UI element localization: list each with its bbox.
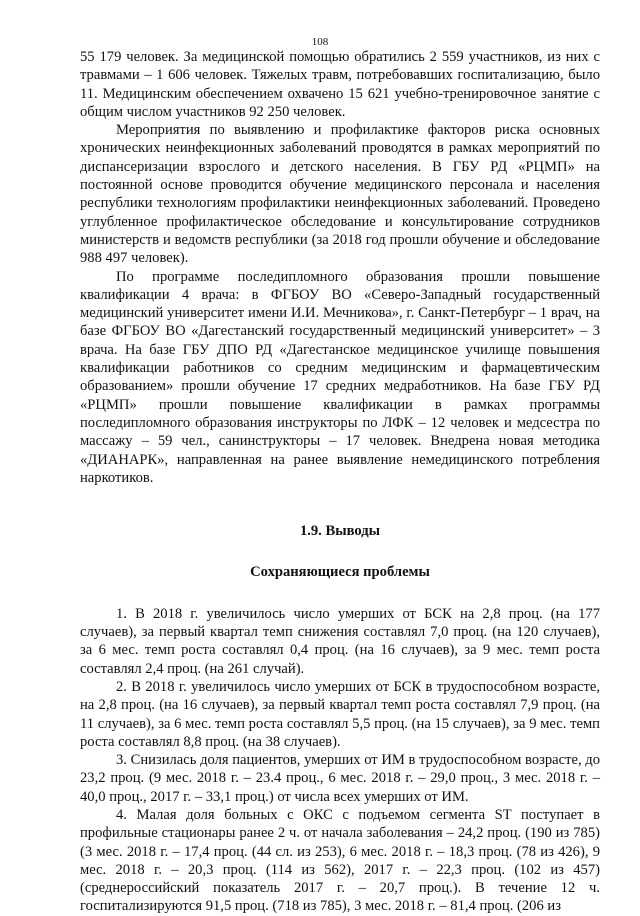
list-item: 1. В 2018 г. увеличилось число умерших от БСК на 2,8 проц. (на 177 случаев), за первый квартал темп снижения составлял 7,0 проц. (на 120 случаев), за 6 мес. темп роста составлял 0,4 проц. (на 16 случаев), за 9 мес. темп роста составлял 2,4 проц. (на 261 случай). <box>80 605 600 677</box>
paragraph-risk-factors: Мероприятия по выявлению и профилактике факторов риска основных хронических неинфекционных заболеваний проводятся в рамках мероприятий по диспансеризации взрослого и детского населения. В ГБУ РД «РЦМП» на постоянной основе проводится обучение медицинского персонала и населения республики технологиям профилактики неинфекционных заболеваний. Проведено углубленное профилактическое обследование и консультирование сотрудников министерств и ведомств республики (за 2018 год прошли обучение и обследование 988 497 человек). <box>80 122 600 267</box>
list-item: 2. В 2018 г. увеличилось число умерших от БСК в трудоспособном возрасте, на 2,8 проц. (на 16 случаев), за первый квартал темп роста составлял 7,9 проц. (на 11 случаев), за 6 мес. темп роста составлял 5,5 проц. (на 15 случаев), за 9 мес. темп роста составлял 8,8 проц. (на 38 случаев). <box>80 678 600 750</box>
list-item: 4. Малая доля больных с ОКС с подъемом сегмента ST поступает в профильные стационары ранее 2 ч. от начала заболевания – 24,2 проц. (190 из 785) (3 мес. 2018 г. – 17,4 проц. (44 сл. из 253), 6 мес. 2018 г. – 18,3 проц. (78 из 426), 9 мес. 2018 г. – 20,3 проц. (114 из 562), 2017 г. – 22,3 проц. (102 из 457) (среднероссийский показатель 2017 г. – 20,7 проц.). В течение 12 ч. госпитализируются 91,5 проц. (718 из 785), 3 мес. 2018 г. – 81,4 проц. (206 из <box>80 806 600 915</box>
page-content <box>80 48 600 916</box>
subsection-heading: Сохраняющиеся проблемы <box>250 564 430 581</box>
section-heading: 1.9. Выводы <box>299 523 381 540</box>
paragraph-continuation: 55 179 человек. За медицинской помощью обратились 2 559 участников, из них с травмами – 1 606 человек. Тяжелых травм, потребовавших госпитализацию, было 11. Медицинским обеспечением охвачено 15 621 учебно-тренировочное занятие с общим числом участников 92 250 человек. <box>80 49 600 120</box>
page-number: 108 <box>311 36 329 48</box>
paragraph-postgraduate-education: По программе последипломного образования прошли повышение квалификации 4 врача: в ФГБОУ ВО «Северо-Западный государственный медицинский университет имени И.И. Мечникова», г. Санкт-Петербург – 1 врач, на базе ФГБОУ ВО «Дагестанский государственный медицинский университет» – 3 врача. На базе ГБУ ДПО РД «Дагестанское медицинское училище повышения квалификации работников со средним медицинским и фармацевтическим образованием» прошли обучение 17 средних медработников. На базе ГБУ РД «РЦМП» прошли повышение квалификации в рамках программы последипломного образования инструкторы по ЛФК – 12 человек и медсестра по массажу – 59 чел., санинструкторы – 17 человек. Внедрена новая методика «ДИАНАРК», направленная на ранее выявление немедицинского потребления наркотиков. <box>80 268 600 486</box>
list-item: 3. Снизилась доля пациентов, умерших от ИМ в трудоспособном возрасте, до 23,2 проц. (9 мес. 2018 г. – 23.4 проц., 6 мес. 2018 г. – 29,0 проц., 3 мес. 2018 г. – 40,0 проц., 2017 г. – 33,1 проц.) от числа всех умерших от ИМ. <box>80 752 601 805</box>
